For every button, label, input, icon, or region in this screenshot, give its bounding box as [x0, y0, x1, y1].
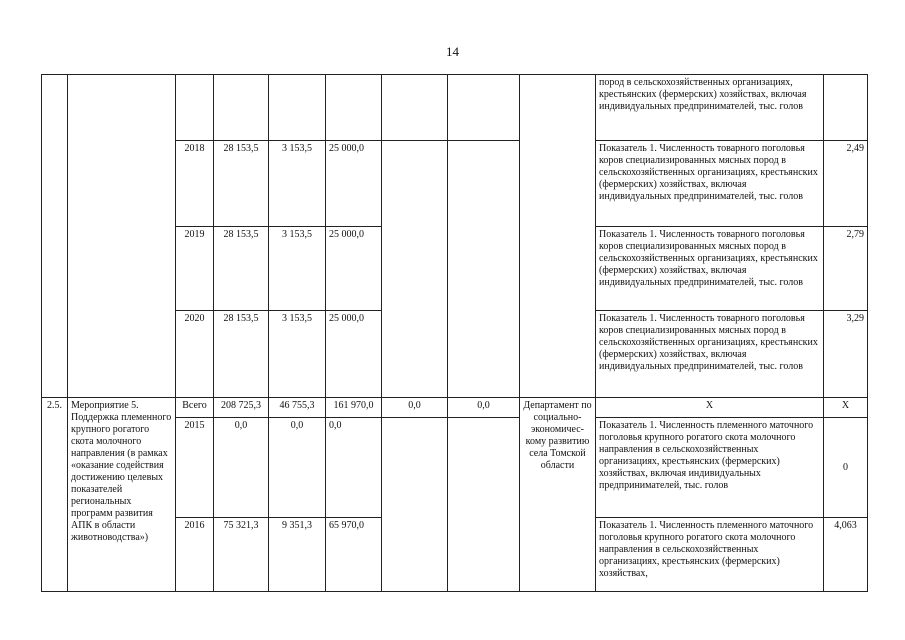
cell-year: 2020	[176, 311, 214, 398]
cell-extrabudget	[448, 75, 520, 141]
cell-federal: 3 153,5	[269, 311, 326, 398]
page-number: 14	[446, 44, 459, 59]
cell-indicator-value: 2,49	[824, 141, 868, 227]
cell-year: 2018	[176, 141, 214, 227]
cell-total: 28 153,5	[214, 311, 269, 398]
table-row	[42, 227, 868, 311]
table-row	[42, 311, 868, 398]
cell-regional: 161 970,0	[326, 398, 382, 418]
cell-indicator-value: 3,29	[824, 311, 868, 398]
cell-total: 28 153,5	[214, 227, 269, 311]
activity-number: 2.5.	[42, 398, 68, 592]
cell-total	[214, 75, 269, 141]
cell-indicator: Показатель 1. Численность племенного маточного поголовья крупного рогатого скота молочного направления в сельскохозяйственных организациях, крестьянских (фермерских) хозяйствах, включая индивидуальных предпринимателей, тыс. голов	[596, 418, 824, 518]
cell-indicator: Показатель 1. Численность товарного поголовья коров специализированных мясных пород в сельскохозяйственных организациях, крестьянских (фермерских) хозяйствах, включая индивидуальных предпринимателей, тыс. голов	[596, 311, 824, 398]
cell-regional: 0,0	[326, 418, 382, 518]
cell-indicator-value: 0	[824, 418, 868, 518]
cell-indicator-value	[824, 75, 868, 141]
cell-regional: 25 000,0	[326, 141, 382, 227]
cell-indicator-value: 4,063	[824, 518, 868, 592]
cell-indicator: пород в сельскохозяйственных организациях, крестьянских (фермерских) хозяйствах, включая индивидуальных предпринимателей, тыс. голов	[596, 75, 824, 141]
cell-federal: 3 153,5	[269, 227, 326, 311]
cell-total: 0,0	[214, 418, 269, 518]
cell-regional: 65 970,0	[326, 518, 382, 592]
cell-regional	[326, 75, 382, 141]
cell-activity	[68, 75, 176, 141]
cell-total: 75 321,3	[214, 518, 269, 592]
cell-regional: 25 000,0	[326, 227, 382, 311]
table-row	[42, 75, 868, 141]
cell-federal: 3 153,5	[269, 141, 326, 227]
cell-number	[42, 75, 68, 141]
cell-year: 2015	[176, 418, 214, 518]
table-row	[42, 398, 868, 418]
cell-federal: 0,0	[269, 418, 326, 518]
table-row	[42, 141, 868, 227]
cell-total: 208 725,3	[214, 398, 269, 418]
cell-local	[382, 75, 448, 141]
cell-local: 0,0	[382, 398, 448, 418]
cell-total: 28 153,5	[214, 141, 269, 227]
cell-indicator: Показатель 1. Численность товарного поголовья коров специализированных мясных пород в сельскохозяйственных организациях, крестьянских (фермерских) хозяйствах, включая индивидуальных предпринимателей, тыс. голов	[596, 227, 824, 311]
cell-extrabudget: 0,0	[448, 398, 520, 418]
cell-executor	[520, 75, 596, 141]
cell-indicator-value: 2,79	[824, 227, 868, 311]
cell-indicator: Показатель 1. Численность племенного маточного поголовья крупного рогатого скота молочного направления в сельскохозяйственных организациях, крестьянских (фермерских) хозяйствах,	[596, 518, 824, 592]
cell-indicator: Показатель 1. Численность товарного поголовья коров специализированных мясных пород в сельскохозяйственных организациях, крестьянских (фермерских) хозяйствах, включая индивидуальных предпринимателей, тыс. голов	[596, 141, 824, 227]
cell-year	[176, 75, 214, 141]
cell-regional: 25 000,0	[326, 311, 382, 398]
cell-indicator-value: X	[824, 398, 868, 418]
activity-name: Мероприятие 5. Поддержка племенного крупного рогатого скота молочного направления (в рамках «оказание содействия достижению целевых показателей региональных программ развития АПК в области животноводства»)	[68, 398, 176, 592]
cell-indicator: X	[596, 398, 824, 418]
cell-federal: 9 351,3	[269, 518, 326, 592]
activity-executor: Департамент по социально-экономичес-кому развитию села Томской области	[520, 398, 596, 592]
cell-year: 2016	[176, 518, 214, 592]
cell-year: Всего	[176, 398, 214, 418]
cell-year: 2019	[176, 227, 214, 311]
cell-federal	[269, 75, 326, 141]
program-table	[41, 74, 868, 592]
cell-federal: 46 755,3	[269, 398, 326, 418]
